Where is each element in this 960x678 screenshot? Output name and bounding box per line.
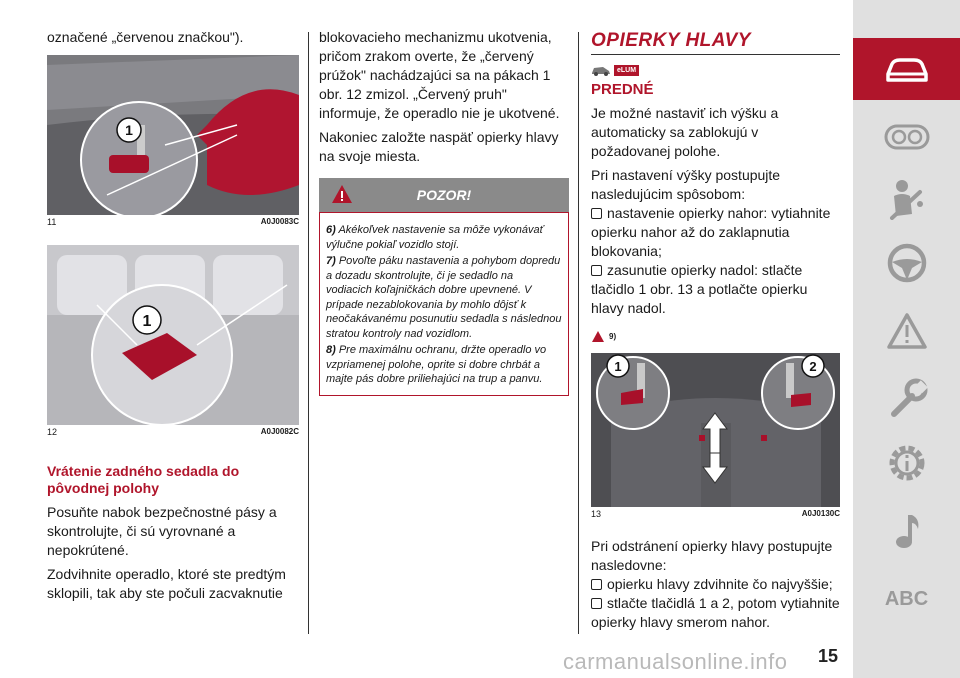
sidebar-item-driving[interactable]: [853, 232, 960, 294]
list-item: stlačte tlačidlá 1 a 2, potom vytiahnite opierky hlavy smerom nahor.: [591, 595, 840, 630]
fig11-callout: 1: [125, 122, 133, 138]
sidebar-item-dashboard[interactable]: [853, 106, 960, 168]
paragraph: Je možné nastaviť ich výšku a automaticky sa zablokujú v požadovanej polohe.: [591, 105, 779, 159]
right-column: [591, 0, 840, 632]
paragraph: Pri nastavení výšky postupujte nasledujúcim spôsobom:: [591, 167, 781, 202]
list-item: zasunutie opierky nadol: stlačte tlačidlo 1 obr. 13 a potlačte opierku hlavy nadol.: [591, 262, 808, 316]
section-heading-rear-seat: Vrátenie zadného sedadla do pôvodnej polohy: [47, 463, 240, 496]
warning-item-6: Akékoľvek nastavenie sa môže vykonávať výlučne pokiaľ vozidlo stojí.: [326, 224, 544, 251]
fig13-callout-2: 2: [809, 359, 817, 374]
sidebar-item-warnings[interactable]: [853, 300, 960, 362]
warning-title: POZOR!: [416, 187, 472, 203]
column-divider: [578, 32, 579, 634]
dashboard-icon: [884, 124, 930, 150]
section-title-headrests: OPIERKY HLAVY: [591, 30, 840, 55]
watermark: carmanualsonline.info: [563, 649, 788, 674]
car-icon: [884, 54, 930, 84]
figure-11-caption: 11 A0J0083C: [47, 217, 299, 227]
left-column: [47, 0, 299, 608]
warning-box: 6) Akékoľvek nastavenie sa môže vykonávať výlučne pokiaľ vozidlo stojí. 7) Povoľte páku nastavenia a pohybom dopredu a dozadu skontrolujte, či je sedadlo na vodiacich koľajničkách dobre upevnené. V prípade nezablokovania by mohlo dôjsť k neočakávanému posunutiu sedadla s následnou stratou kontroly nad vozidlom. 8) Pre maximálnu ochranu, držte operadlo vo vzpriamenej polohe, oprite si dobre chrbát a majte pás dobre priliehajúci na trup a panvu.: [319, 212, 569, 396]
sidebar-item-index[interactable]: [853, 568, 960, 630]
warning-icon: [886, 312, 928, 350]
intro-text: označené „červenou značkou").: [47, 29, 244, 45]
sidebar-item-maintenance[interactable]: [853, 368, 960, 430]
warning-icon: [331, 184, 353, 204]
warning-icon: [591, 330, 605, 343]
figure-13-image: [591, 353, 840, 507]
figure-12-caption: 12 A0J0082C: [47, 427, 299, 437]
gear-info-icon: [885, 441, 929, 485]
music-note-icon: [890, 511, 924, 551]
warning-item-7: Povoľte páku nastavenia a pohybom dopredu a dozadu skontrolujte, či je sedadlo na vodiacich koľajničkách dobre upevnené. V prípade nezablokovania by mohlo dôjsť k neočakávanému posunutiu sedadla s následnou stratou kontroly nad vozidlom.: [326, 255, 562, 340]
sidebar-item-technical[interactable]: [853, 432, 960, 494]
wrench-icon: [886, 378, 928, 420]
seatbelt-icon: [886, 178, 928, 220]
sidebar-item-car[interactable]: [853, 38, 960, 100]
list-item: nastavenie opierky nahor: vytiahnite opierku nahor až do zaklapnutia blokovania;: [591, 205, 831, 259]
figure-11-image: [47, 55, 299, 215]
chapter-sidebar: [853, 0, 960, 678]
warning-header: [319, 178, 569, 212]
page-number: 15: [818, 646, 839, 666]
steering-wheel-icon: [886, 242, 928, 284]
list-item: opierku hlavy zdvihnite čo najvyššie;: [591, 575, 840, 594]
warning-reference: 9): [591, 330, 840, 343]
paragraph: Posuňte nabok bezpečnostné pásy a skontrolujte, či sú vyrovnané a nepokrútené.: [47, 504, 277, 558]
column-divider: [308, 32, 309, 634]
abc-label: ABC: [884, 587, 929, 610]
car-side-icon: [591, 63, 611, 77]
subtitle-front: PREDNÉ: [591, 81, 654, 98]
fig13-callout-1: 1: [614, 359, 622, 374]
paragraph: blokovacieho mechanizmu ukotvenia, pričom zrakom overte, že „červený prúžok" nachádzajúci sa na pákach 1 obr. 12 zmizol. „Červený pruh" informuje, že operadlo nie je ukotvené.: [319, 29, 560, 121]
figure-13-caption: 13 A0J0130C: [591, 509, 840, 519]
fig12-callout: 1: [142, 313, 152, 330]
warning-item-8: Pre maximálnu ochranu, držte operadlo vo vzpriamenej polohe, oprite si dobre chrbát a majte pás dobre priliehajúci na trup a panvu.: [326, 344, 547, 385]
figure-12-image: [47, 245, 299, 425]
sidebar-item-multimedia[interactable]: [853, 500, 960, 562]
model-badge: eLUM: [591, 63, 840, 77]
paragraph: Zodvihnite operadlo, ktoré ste predtým sklopili, tak aby ste počuli zacvaknutie: [47, 566, 286, 601]
sidebar-item-safety[interactable]: [853, 168, 960, 230]
paragraph: Pri odstránení opierky hlavy postupujte nasledovne:: [591, 538, 833, 573]
middle-column: [319, 0, 569, 396]
paragraph: Nakoniec založte naspäť opierky hlavy na svoje miesta.: [319, 129, 559, 164]
